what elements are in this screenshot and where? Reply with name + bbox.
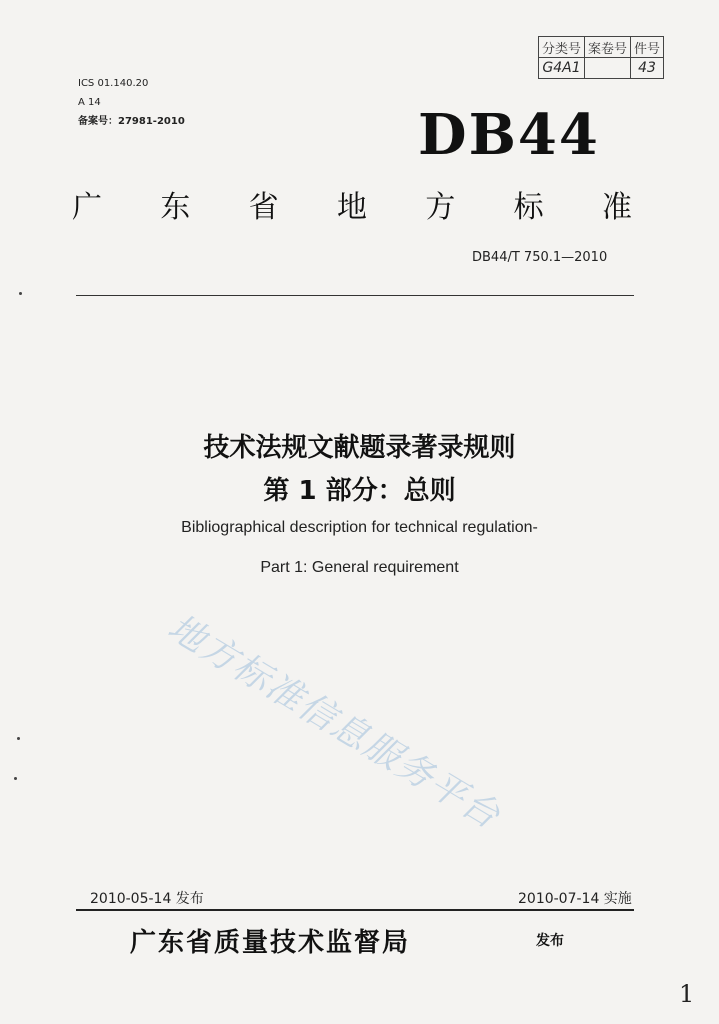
issue-label: 发布	[536, 933, 564, 949]
standard-type-char: 省	[248, 190, 279, 225]
standard-code: DB44/T 750.1—2010	[472, 250, 608, 265]
header-divider	[76, 295, 634, 296]
issue-date: 2010-05-14 发布	[90, 891, 204, 907]
title-chinese-line1: 技术法规文献题录著录规则	[203, 433, 516, 463]
standard-type-char: 准	[601, 190, 632, 225]
ics-code: ICS 01.140.20	[78, 78, 149, 89]
stamp-value-file	[585, 58, 631, 79]
stamp-header-item: 件号	[631, 37, 664, 58]
standard-type-char: 地	[336, 190, 367, 225]
standard-type-char: 东	[160, 190, 191, 225]
standard-type-char: 广	[72, 190, 102, 225]
title-english-line1: Bibliographical description for technical regulation-	[181, 519, 538, 536]
standard-type-char: 方	[425, 190, 456, 225]
standard-type-char: 标	[513, 190, 544, 225]
implementation-date: 2010-07-14 实施	[518, 891, 632, 907]
stamp-value-item: 43	[631, 58, 664, 79]
title-chinese-line2: 第 1 部分：总则	[263, 476, 456, 506]
scan-speck	[19, 292, 22, 295]
filing-number: 备案号：27981-2010	[78, 116, 185, 127]
standard-prefix-logo: DB44	[418, 102, 600, 168]
ccs-code: A 14	[78, 97, 101, 108]
title-english-line2: Part 1: General requirement	[260, 559, 459, 576]
footer-divider	[76, 909, 634, 911]
scan-speck	[14, 777, 17, 780]
issuing-authority: 广东省质量技术监督局	[130, 928, 411, 958]
stamp-value-category: G4A1	[539, 58, 585, 79]
archive-stamp-table	[538, 36, 664, 79]
page-number: 1	[679, 980, 695, 1008]
platform-watermark: 地方标准信息服务平台	[160, 606, 508, 838]
stamp-header-file: 案卷号	[585, 37, 631, 58]
standard-type-heading	[72, 182, 632, 226]
stamp-header-category: 分类号	[539, 37, 585, 58]
scan-speck	[17, 737, 20, 740]
classification-meta	[78, 74, 185, 131]
